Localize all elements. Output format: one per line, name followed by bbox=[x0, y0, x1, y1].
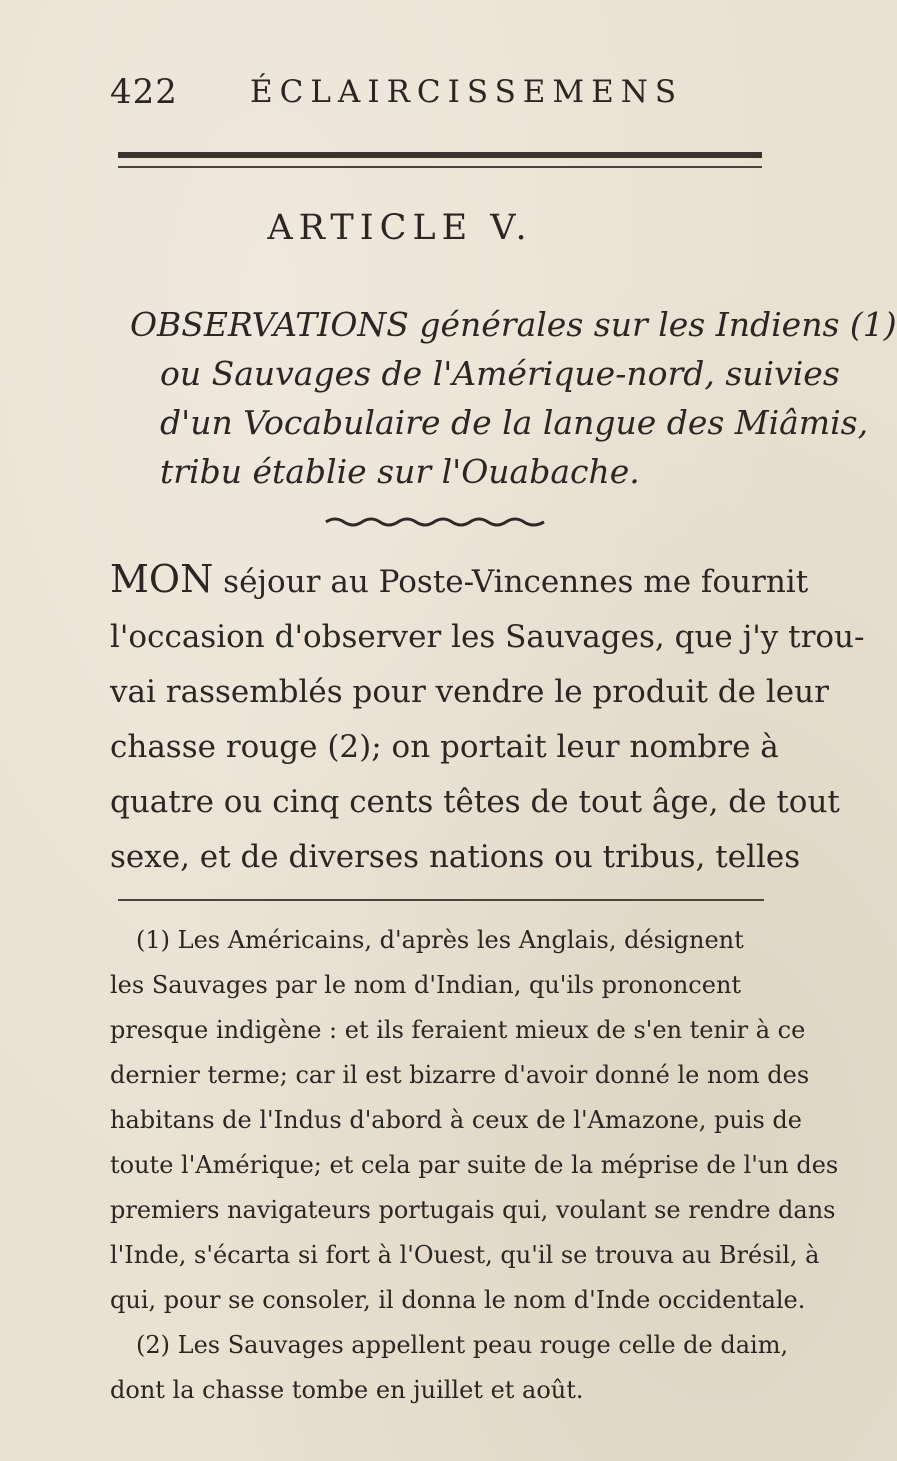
decorative-ornament bbox=[326, 516, 544, 526]
footnote-rule bbox=[118, 899, 764, 901]
body-paragraph bbox=[110, 552, 865, 885]
subtitle-line: tribu établie sur l'Ouabache. bbox=[160, 452, 640, 491]
footnote-line: les Sauvages par le nom d'Indian, qu'ils prononcent bbox=[110, 971, 742, 999]
body-line: l'occasion d'observer les Sauvages, que j'y trou- bbox=[110, 619, 865, 655]
drop-cap-word: MON bbox=[110, 557, 214, 601]
footnote-line: habitans de l'Indus d'abord à ceux de l'Amazone, puis de bbox=[110, 1106, 802, 1134]
article-subtitle bbox=[130, 300, 897, 496]
body-line: MON séjour au Poste-Vincennes me fournit bbox=[110, 557, 809, 601]
page-header bbox=[110, 72, 730, 122]
body-line: chasse rouge (2); on portait leur nombre à bbox=[110, 729, 779, 765]
footnote-line: dont la chasse tombe en juillet et août. bbox=[110, 1376, 584, 1404]
footnote-line: dernier terme; car il est bizarre d'avoir donné le nom des bbox=[110, 1061, 810, 1089]
body-line: quatre ou cinq cents têtes de tout âge, de tout bbox=[110, 784, 840, 820]
footnote-line: (2) Les Sauvages appellent peau rouge celle de daim, bbox=[136, 1331, 789, 1359]
header-rule-thick bbox=[118, 152, 762, 158]
footnote-line: (1) Les Américains, d'après les Anglais, désignent bbox=[136, 926, 744, 954]
footnote-line: l'Inde, s'écarta si fort à l'Ouest, qu'il se trouva au Brésil, à bbox=[110, 1241, 820, 1269]
subtitle-line: OBSERVATIONS générales sur les Indiens (1) bbox=[130, 305, 897, 344]
footnote-line: presque indigène : et ils feraient mieux de s'en tenir à ce bbox=[110, 1016, 806, 1044]
footnote-line: premiers navigateurs portugais qui, voulant se rendre dans bbox=[110, 1196, 836, 1224]
article-title: ARTICLE V. bbox=[267, 208, 533, 248]
body-line: sexe, et de diverses nations ou tribus, telles bbox=[110, 839, 801, 875]
body-line: vai rassemblés pour vendre le produit de leur bbox=[110, 674, 829, 710]
footnote-line: toute l'Amérique; et cela par suite de la méprise de l'un des bbox=[110, 1151, 839, 1179]
subtitle-line: d'un Vocabulaire de la langue des Miâmis, bbox=[160, 403, 869, 442]
page-number: 422 bbox=[110, 72, 178, 112]
subtitle-line: ou Sauvages de l'Amérique-nord, suivies bbox=[160, 354, 840, 393]
running-head: ÉCLAIRCISSEMENS bbox=[250, 74, 684, 110]
header-rule-thin bbox=[118, 166, 762, 168]
footnote-line: qui, pour se consoler, il donna le nom d'Inde occidentale. bbox=[110, 1286, 806, 1314]
footnotes bbox=[110, 918, 839, 1413]
